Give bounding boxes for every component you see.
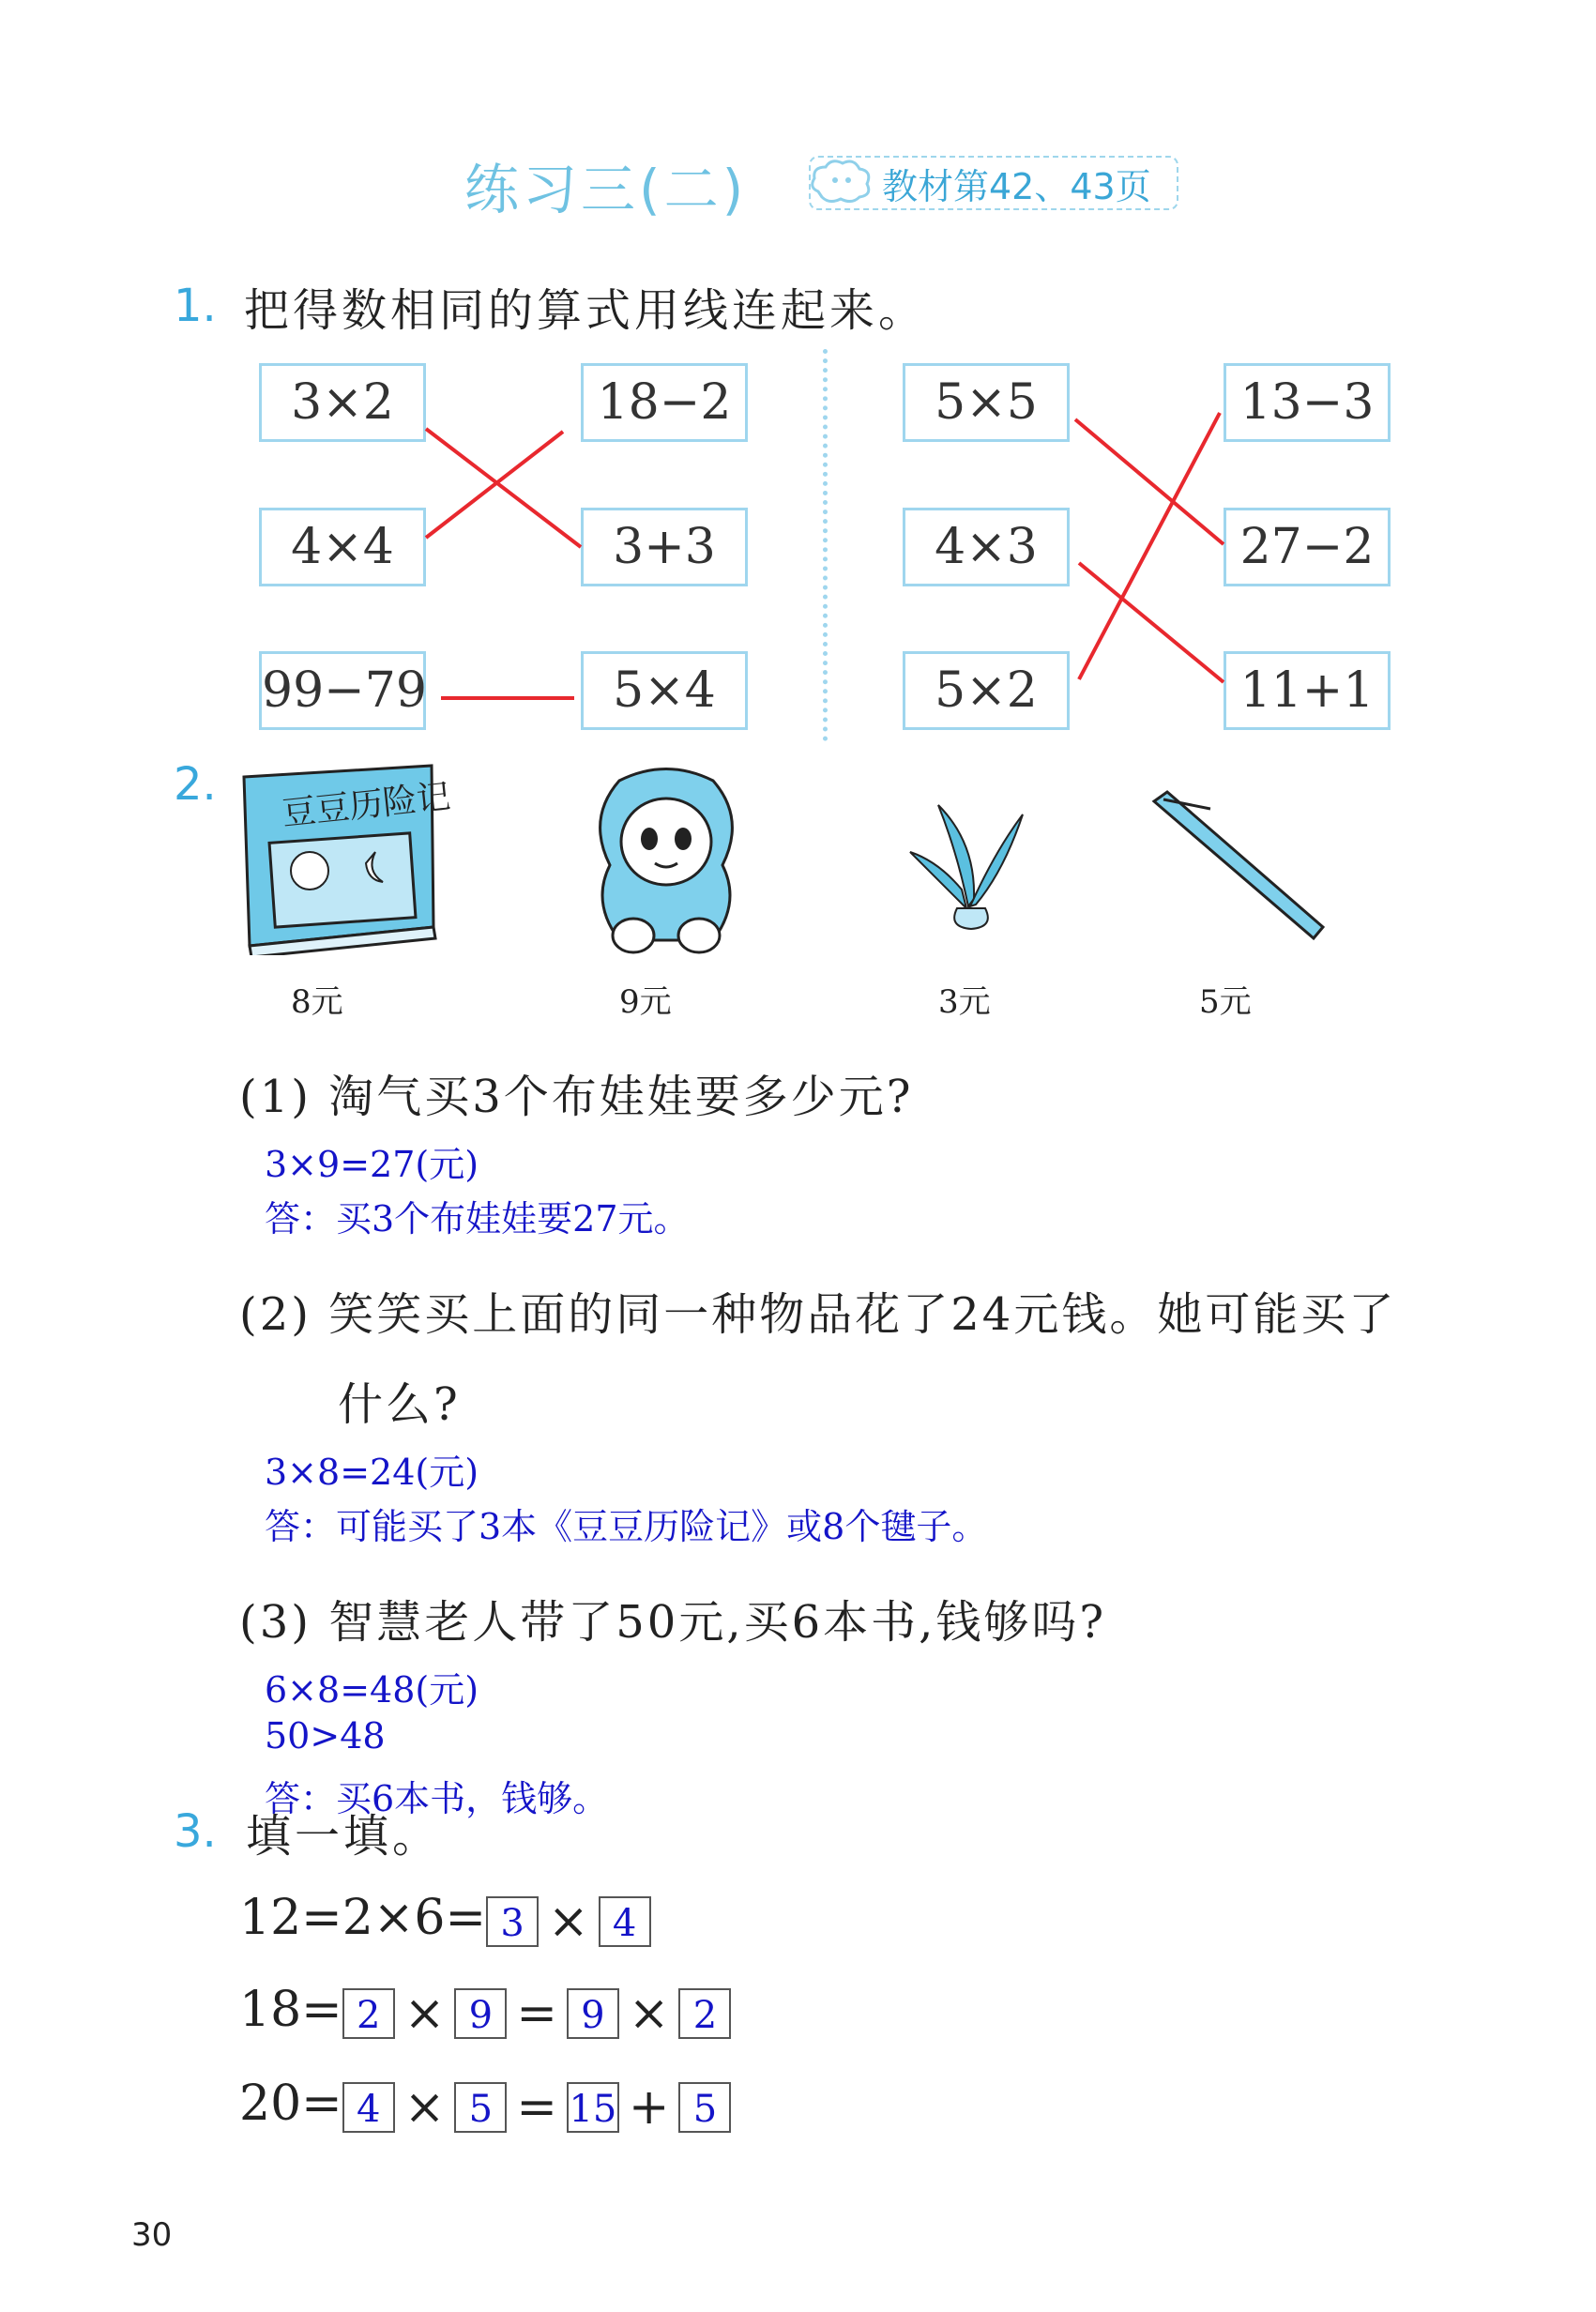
expr-box: 5×5 <box>903 363 1070 442</box>
expr-box: 4×3 <box>903 508 1070 586</box>
price-label: 5元 <box>1199 983 1252 1021</box>
expr-box: 11+1 <box>1224 651 1391 730</box>
fill-box[interactable]: 4 <box>342 2082 395 2133</box>
fill-box[interactable]: 2 <box>678 1988 731 2039</box>
answer-line: 50>48 <box>265 1715 386 1757</box>
match-line <box>426 429 581 547</box>
answer-line: 答：买3个布娃娃要27元。 <box>265 1198 690 1240</box>
answer-line: 6×8=48(元) <box>265 1669 479 1711</box>
answer-line: 答：可能买了3本《豆豆历险记》或8个毽子。 <box>265 1506 988 1547</box>
fill-box[interactable]: 3 <box>486 1896 539 1947</box>
q2-sub3-question: (3) 智慧老人带了50元,买6本书,钱够吗? <box>239 1596 1107 1649</box>
fill-prefix: 20= <box>239 2076 342 2132</box>
expr-box: 99−79 <box>259 651 426 730</box>
fill-box[interactable]: 9 <box>454 1988 507 2039</box>
price-label: 9元 <box>619 983 672 1021</box>
expr-box: 3+3 <box>581 508 748 586</box>
answer-lines <box>0 0 1596 769</box>
textbook-ref: 教材第42、43页 <box>882 166 1151 207</box>
fill-row <box>239 1890 651 1950</box>
answer-line: 3×8=24(元) <box>265 1452 479 1493</box>
q2-sub2-question-cont: 什么? <box>338 1378 461 1431</box>
operator: = <box>516 2078 557 2136</box>
fill-row <box>239 1982 731 2042</box>
page-title: 练习三(二) <box>464 158 748 221</box>
q1-prompt: 把得数相同的算式用线连起来。 <box>244 284 928 337</box>
expr-box: 13−3 <box>1224 363 1391 442</box>
fill-prefix: 12=2×6= <box>239 1890 487 1946</box>
fill-box[interactable]: 2 <box>342 1988 395 2039</box>
answer-line: 答：买6本书，钱够。 <box>265 1778 609 1819</box>
pen-icon <box>1145 786 1332 946</box>
q3-prompt: 填一填。 <box>246 1810 442 1863</box>
fill-box[interactable]: 9 <box>567 1988 619 2039</box>
fill-box[interactable]: 5 <box>454 2082 507 2133</box>
book-title: 豆豆历险记 <box>280 777 452 834</box>
price-label: 3元 <box>938 983 991 1021</box>
match-line <box>1079 563 1224 682</box>
fill-prefix: 18= <box>239 1982 342 2038</box>
expr-box: 18−2 <box>581 363 748 442</box>
expr-box: 3×2 <box>259 363 426 442</box>
shuttlecock-icon <box>901 796 1032 936</box>
q1-number: 1. <box>174 280 217 332</box>
match-line <box>1075 419 1224 544</box>
fill-row <box>239 2076 731 2136</box>
price-label: 8元 <box>291 983 343 1021</box>
q2-sub2-question: (2) 笑笑买上面的同一种物品花了24元钱。她可能买了 <box>239 1288 1397 1341</box>
operator: × <box>548 1893 589 1950</box>
fill-box[interactable]: 4 <box>599 1896 651 1947</box>
operator: × <box>628 1985 670 2042</box>
operator: × <box>403 1985 446 2042</box>
expr-box: 5×4 <box>581 651 748 730</box>
operator: = <box>516 1985 557 2042</box>
operator: + <box>628 2078 670 2136</box>
q2-sub1-question: (1) 淘气买3个布娃娃要多少元? <box>239 1071 914 1123</box>
match-line <box>1079 413 1220 679</box>
q2-number: 2. <box>174 758 217 811</box>
expr-box: 4×4 <box>259 508 426 586</box>
answer-line: 3×9=27(元) <box>265 1144 479 1185</box>
match-line <box>426 432 563 538</box>
fill-box[interactable]: 15 <box>567 2082 619 2133</box>
expr-box: 27−2 <box>1224 508 1391 586</box>
expr-box: 5×2 <box>903 651 1070 730</box>
doll-icon <box>582 762 751 959</box>
fill-box[interactable]: 5 <box>678 2082 731 2133</box>
page-number: 30 <box>131 2216 173 2254</box>
operator: × <box>403 2078 446 2136</box>
q3-number: 3. <box>174 1805 217 1858</box>
